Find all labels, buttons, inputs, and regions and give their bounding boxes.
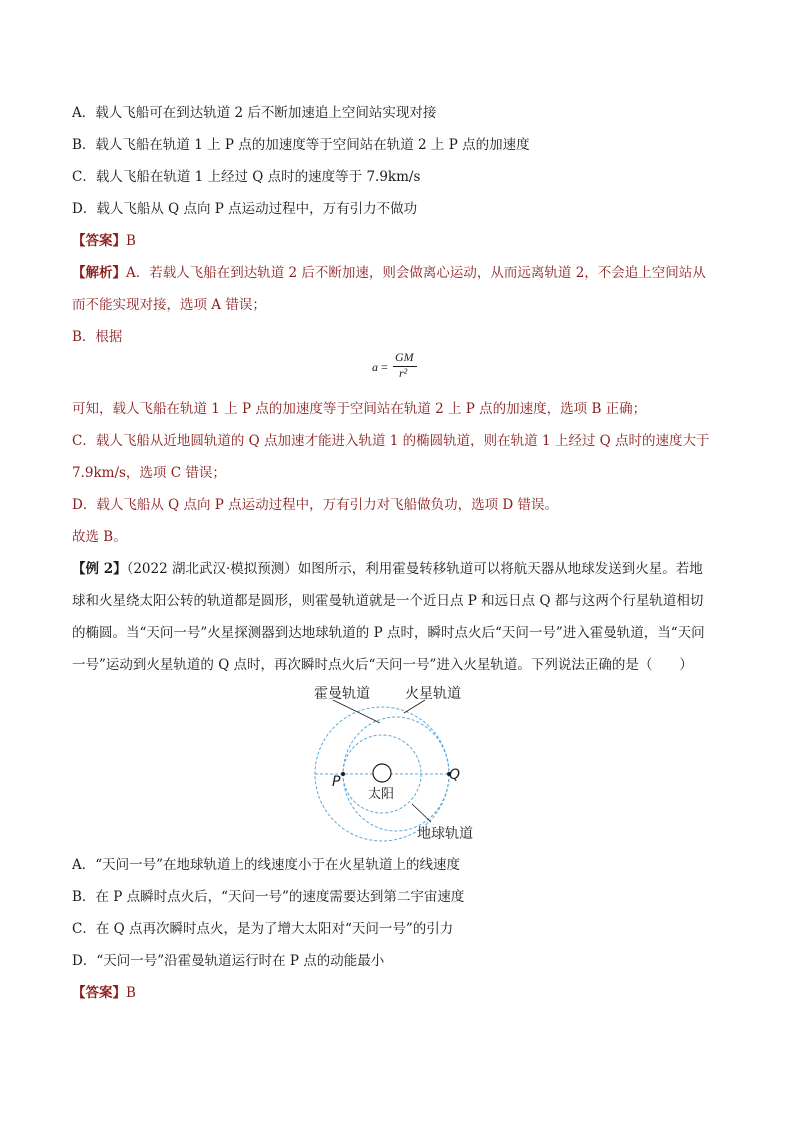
formula-equals: =	[381, 360, 388, 374]
label-earth: 地球轨道	[417, 826, 473, 842]
label-mars: 火星轨道	[405, 686, 461, 702]
hohmann-orbit-diagram	[300, 678, 500, 848]
earth-leader	[412, 804, 431, 822]
analysis-a-line-1	[72, 264, 706, 282]
answer-tag: 【答案】	[72, 233, 126, 249]
analysis-c-line-1: C．载人飞船从近地圆轨道的 Q 点加速才能进入轨道 1 的椭圆轨道，则在轨道 1 上经过 Q 点时的速度大于	[72, 433, 710, 449]
analysis-a-line-2: 而不能实现对接，选项 A 错误；	[72, 297, 266, 313]
gravity-formula	[372, 350, 422, 384]
q1-option-b: B．载人飞船在轨道 1 上 P 点的加速度等于空间站在轨道 2 上 P 点的加速度	[72, 137, 530, 153]
sun-circle	[373, 764, 391, 782]
analysis-a-text: A．若载人飞船在到达轨道 2 后不断加速，则会做离心运动，从而远离轨道 2，不会追上空间站从	[126, 265, 706, 281]
label-q: Q	[449, 767, 461, 783]
q1-option-d: D．载人飞船从 Q 点向 P 点运动过程中，万有引力不做功	[72, 201, 418, 217]
analysis-b-result: 可知，载人飞船在轨道 1 上 P 点的加速度等于空间站在轨道 2 上 P 点的加速度，选项 B 正确；	[72, 401, 647, 417]
q2-stem-line-1	[72, 560, 703, 578]
analysis-tag: 【解析】	[72, 265, 126, 281]
hohmann-leader	[333, 700, 380, 723]
conclusion: 故选 B。	[72, 529, 127, 545]
answer-value: B	[126, 985, 136, 1001]
q2-option-a: A．“天问一号”在地球轨道上的线速度小于在火星轨道上的线速度	[72, 857, 461, 873]
analysis-d: D．载人飞船从 Q 点向 P 点运动过程中，万有引力对飞船做负功，选项 D 错误。	[72, 497, 559, 513]
q2-stem-line-4: 一号”运动到火星轨道的 Q 点时，再次瞬时点火后“天问一号”进入火星轨道。下列说法正确的是（ ）	[72, 657, 693, 673]
example-tag: 【例 2】	[72, 561, 127, 577]
q2-stem-text: （2022 湖北武汉·模拟预测）如图所示，利用霍曼转移轨道可以将航天器从地球发送到火星。若地	[126, 561, 703, 577]
q2-option-d: D．“天问一号”沿霍曼轨道运行时在 P 点的动能最小	[72, 953, 385, 969]
formula-denominator: r²	[399, 366, 408, 380]
q2-option-c: C．在 Q 点再次瞬时点火，是为了增大太阳对“天问一号”的引力	[72, 921, 454, 937]
answer-tag: 【答案】	[72, 985, 126, 1001]
analysis-c-line-2: 7.9km/s，选项 C 错误；	[72, 465, 226, 481]
analysis-b-intro: B．根据	[72, 329, 123, 345]
q1-option-c: C．载人飞船在轨道 1 上经过 Q 点时的速度等于 7.9km/s	[72, 169, 421, 185]
formula-lhs: a	[372, 360, 378, 374]
formula-numerator: GM	[395, 350, 414, 364]
point-p	[341, 772, 345, 776]
q1-option-a: A．载人飞船可在到达轨道 2 后不断加速追上空间站实现对接	[72, 105, 437, 121]
q2-option-b: B．在 P 点瞬时点火后，“天问一号”的速度需要达到第二宇宙速度	[72, 889, 465, 905]
answer-value: B	[126, 233, 136, 249]
q2-stem-line-3: 的椭圆。当“天问一号”火星探测器到达地球轨道的 P 点时，瞬时点火后“天问一号”进入霍曼轨道，当“天问	[72, 625, 705, 641]
label-sun: 太阳	[368, 787, 395, 802]
label-p: P	[332, 774, 341, 790]
q1-answer	[72, 232, 136, 250]
q2-answer	[72, 984, 136, 1002]
q2-stem-line-2: 球和火星绕太阳公转的轨道都是圆形，则霍曼轨道就是一个近日点 P 和远日点 Q 都与这两个行星轨道相切	[72, 593, 704, 609]
label-hohmann: 霍曼轨道	[314, 686, 370, 702]
